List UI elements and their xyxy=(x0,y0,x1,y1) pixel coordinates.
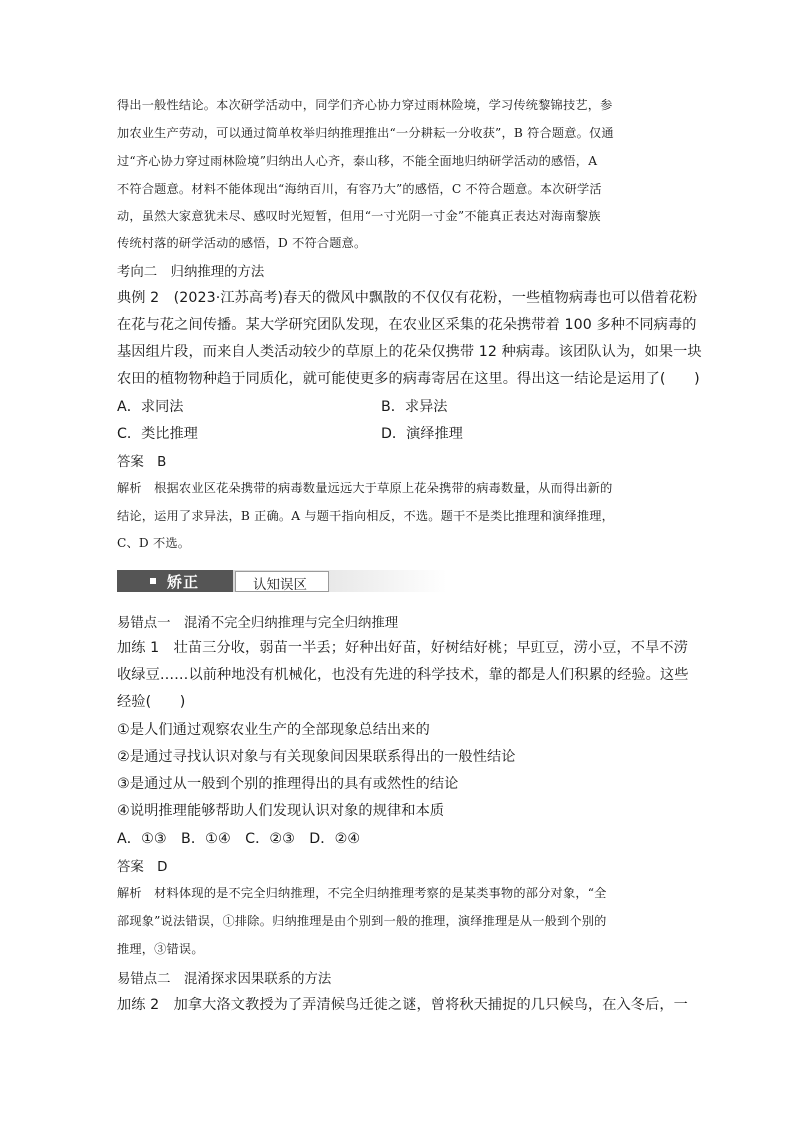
option-b: B．求异法 xyxy=(381,399,448,415)
section-heading: 考向二 归纳推理的方法 xyxy=(117,265,265,280)
analysis-continuation-line: 得出一般性结论。本次研学活动中，同学们齐心协力穿过雨林险境，学习传统黎锦技艺，参 xyxy=(117,98,613,112)
section-heading: 易错点二 混淆探求因果联系的方法 xyxy=(117,972,332,987)
banner-dark-block xyxy=(117,570,233,592)
option-c: C．类比推理 xyxy=(117,426,198,442)
analysis-continuation-line: 不符合题意。材料不能体现出“海纳百川，有容乃大”的感悟，C 不符合题意。本次研学活 xyxy=(117,182,602,196)
exercise-question-line: 加练 2 加拿大洛文教授为了弄清候鸟迁徙之谜，曾将秋天捕捉的几只候鸟，在入冬后，一 xyxy=(117,997,688,1013)
example-question-line: 农田的植物物种趋于同质化，就可能使更多的病毒寄居在这里。得出这一结论是运用了( ) xyxy=(117,371,700,387)
exercise-question-line: 经验( ) xyxy=(117,694,186,710)
analysis-continuation-line: 过“齐心协力穿过雨林险境”归纳出人心齐，泰山移，不能全面地归纳研学活动的感悟，A xyxy=(117,154,598,168)
option-d: D．演绎推理 xyxy=(381,426,463,442)
section-banner xyxy=(117,570,432,592)
answer-line: 答案 D xyxy=(117,860,168,875)
banner-title: 矫正 xyxy=(167,573,200,591)
analysis-continuation-line: 传统村落的研学活动的感悟，D 不符合题意。 xyxy=(117,236,367,250)
example-question-line: 在花与花之间传播。某大学研究团队发现，在农业区采集的花朵携带着 100 多种不同病毒的 xyxy=(117,317,697,333)
analysis-line: 解析 根据农业区花朵携带的病毒数量远远大于草原上花朵携带的病毒数量，从而得出新的 xyxy=(117,481,613,495)
analysis-line: 结论，运用了求异法，B 正确。A 与题干指向相反，不选。题干不是类比推理和演绎推理， xyxy=(117,509,615,523)
answer-line: 答案 B xyxy=(117,455,167,470)
analysis-line: C、D 不选。 xyxy=(117,536,191,550)
statement-item: ④说明推理能够帮助人们发现认识对象的规律和本质 xyxy=(117,803,445,819)
section-heading: 易错点一 混淆不完全归纳推理与完全归纳推理 xyxy=(117,616,399,631)
exercise-question-line: 收绿豆……以前种地没有机械化，也没有先进的科学技术，靠的都是人们积累的经验。这些 xyxy=(117,667,689,683)
options-line: A．①③ B．①④ C．②③ D．②④ xyxy=(117,831,361,847)
analysis-line: 部现象”说法错误，①排除。归纳推理是由个别到一般的推理，演绎推理是从一般到个别的 xyxy=(117,914,607,928)
analysis-line: 推理，③错误。 xyxy=(117,942,204,956)
analysis-line: 解析 材料体现的是不完全归纳推理，不完全归纳推理考察的是某类事物的部分对象，“全 xyxy=(117,886,607,900)
statement-item: ①是人们通过观察农业生产的全部现象总结出来的 xyxy=(117,722,430,738)
banner-tab-label: 认知误区 xyxy=(253,577,307,593)
analysis-continuation-line: 加农业生产劳动，可以通过简单枚举归纳推理推出“一分耕耘一分收获”，B 符合题意。仅通 xyxy=(117,126,614,140)
statement-item: ③是通过从一般到个别的推理得出的具有或然性的结论 xyxy=(117,776,459,792)
banner-tab xyxy=(235,571,329,592)
analysis-continuation-line: 动，虽然大家意犹未尽、感叹时光短暂，但用“一寸光阴一寸金”不能真正表达对海南黎族 xyxy=(117,209,601,223)
exercise-question-line: 加练 1 壮苗三分收，弱苗一半丢；好种出好苗，好树结好桃；早豇豆，涝小豆，不旱不涝 xyxy=(117,640,688,656)
example-question-line: 基因组片段，而来自人类活动较少的草原上的花朵仅携带 12 种病毒。该团队认为，如果一块 xyxy=(117,344,702,360)
option-a: A．求同法 xyxy=(117,399,184,415)
square-bullet-icon xyxy=(150,578,156,584)
statement-item: ②是通过寻找认识对象与有关现象间因果联系得出的一般性结论 xyxy=(117,749,516,765)
example-question-line: 典例 2 (2023·江苏高考)春天的微风中飘散的不仅仅有花粉，一些植物病毒也可以借着花粉 xyxy=(117,290,698,306)
